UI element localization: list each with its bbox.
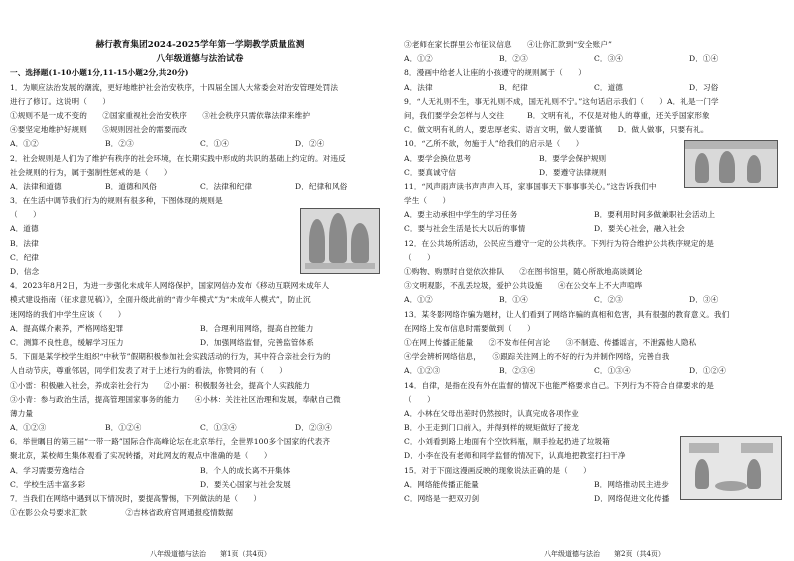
question-line: 6．举世瞩目的第三届“一带一路”国际合作高峰论坛在北京举行，全世界100多个国家的代表齐	[10, 437, 331, 447]
question-line: ①购物、购票时自觉依次排队 ②在图书馆里，随心所欲地高谈阔论	[404, 267, 643, 276]
question-line: ③文明观影，不乱丢垃圾，爱护公共设施 ④在公交车上不大声喧哗	[404, 281, 643, 291]
option: A．①②③	[404, 366, 441, 376]
question-line: 问，我们要学会怎样与人交往 B．文明有礼，不仅是对他人的尊重，还关乎国家形象	[404, 110, 710, 120]
option: D．①②④	[689, 366, 726, 376]
option: D．③④	[689, 295, 719, 305]
option: C．要真诚守信	[404, 167, 457, 177]
options-row	[10, 464, 390, 478]
bus-scene-illustration	[684, 140, 778, 188]
question-line: 在网络上发布信息时需要做到（ ）	[404, 323, 535, 333]
options-row	[404, 166, 674, 180]
option: D．加强网络监督，完善监管体系	[200, 337, 314, 347]
options-row	[404, 364, 784, 378]
option: B．要利用时间多做兼职社会活动上	[594, 210, 716, 220]
option: A．要学会换位思考	[404, 153, 472, 163]
question-line: 薄力量	[10, 408, 34, 418]
question-line: ①规则不是一成不变的 ②国家重视社会治安秩序 ③社会秩序只需依靠法律来维护	[10, 110, 311, 120]
option: C．学校生活丰富多彩	[10, 479, 86, 489]
option: A．法律	[404, 82, 433, 92]
option: A．①②	[404, 295, 433, 305]
question-line: ③小青：参与政治生活，提高管理国家事务的能力 ④小林：关注社区治理和发展，奉献自己微	[10, 394, 341, 404]
option: A．①②	[404, 54, 433, 64]
question-line: 15．对于下面这漫画反映的现象说法正确的是（ ）	[404, 465, 591, 475]
question-line: 进行了修订。这说明（ ）	[10, 96, 111, 106]
option: C．②③	[594, 295, 623, 305]
option: C．③④	[594, 54, 623, 64]
option: A．法律和道德	[10, 181, 62, 191]
options-row	[10, 421, 390, 435]
option: A．道德	[10, 224, 39, 234]
option: A．学习需要劳逸结合	[10, 465, 85, 475]
options-row	[10, 137, 390, 151]
question-line: 3．在生活中调节我们行为的规则有很多种，下图体现的规则是	[10, 196, 223, 206]
option: C．①③④	[594, 366, 631, 376]
option: B．网络推动民主进步	[594, 479, 669, 489]
exam-subtitle: 八年级道德与法治试卷	[156, 54, 244, 65]
question-line: 聚北京，某校师生集体观看了实况转播，对此网友的观点中准确的是（ ）	[10, 451, 272, 461]
options-row	[404, 293, 784, 307]
option: C．测算不良性息，缓解学习压力	[10, 337, 124, 347]
question-line: A．小林在父母出差时仍然按时，认真完成各项作业	[404, 408, 579, 418]
option: B．②③	[105, 139, 134, 149]
elder-care-illustration	[300, 208, 380, 274]
options-row	[404, 222, 784, 236]
option: B．道德和风俗	[105, 181, 157, 191]
options-row	[10, 322, 390, 336]
option: C．要与社会生活是长大以后的事情	[404, 224, 526, 234]
question-line: 人自动节庆，尊重邻居，同学们发表了对于上述行为的看法，你赞同的有（ ）	[10, 366, 287, 376]
question-line: ④要坚定地维护好规则 ⑤规则因社会的需要而改	[10, 125, 187, 135]
question-line: 1．为顺应法治发展的潮流，更好地维护社会治安秩序，十四届全国人大常委会对治安管理处罚法	[10, 82, 339, 92]
option: B．法律	[10, 238, 39, 248]
option: B．合理利用网络，提高自控能力	[200, 323, 314, 333]
network-cartoon-illustration	[680, 436, 782, 500]
question-line: ①在网上传播正能量 ②不发布任何言论 ③不制造、传播谣言，不泄露他人隐私	[404, 337, 697, 347]
option: B．①④	[499, 295, 528, 305]
options-row	[10, 478, 390, 492]
question-line: 10．“乙所不欲，勿施于人”给我们的启示是（ ）	[404, 139, 584, 149]
page-footer-1: 八年级道德与法治 第1页（共4页）	[150, 550, 271, 558]
option: D．信念	[10, 267, 40, 276]
question-line: 7．当我们在网络中遇到以下情况时，要提高警惕，下列做法的是（ ）	[10, 494, 262, 503]
option: B．要学会保护规则	[539, 153, 607, 163]
left-column	[10, 0, 390, 561]
question-line: ①在影公众号要求汇款 ②吉林省政府官网通报疫情数据	[10, 508, 234, 518]
question-line: 迷网络的我们中学生应该（ ）	[10, 309, 126, 319]
section-heading: 一、选择题(1-10小题1分,11-15小题2分,共20分)	[10, 68, 189, 78]
question-line: （ ）	[404, 394, 435, 404]
option: D．要关心国家与社会发展	[200, 479, 291, 489]
option: D．②④	[295, 139, 325, 149]
options-row	[404, 152, 674, 166]
question-line: 模式建设指南（征求意见稿）》，全面升级此前的“青少年模式”为“未成年人模式”，防止沉	[10, 295, 311, 305]
option: A．网络能传播正能量	[404, 479, 479, 489]
options-row	[404, 52, 784, 66]
option: D．①④	[689, 54, 719, 64]
option: B．②③④	[499, 366, 536, 376]
option: B．①②④	[105, 423, 142, 433]
option: D．习俗	[689, 82, 719, 92]
question-line: 5．下面是某学校学生组织“中秋节”假期积极参加社会实践活动的行为，其中符合亲社会行为的	[10, 352, 331, 362]
question-line: 9．“人无礼则不生，事无礼则不成，国无礼则不宁。”这句话启示我们（ ）A．礼是一门学	[404, 96, 719, 106]
exam-title: 赫行教育集团2024-2025学年第一学期教学质量监测	[95, 40, 305, 50]
options-row	[10, 336, 390, 350]
question-line: 13．某冬影网络诈骗为题材，让人们看到了网络诈骗的真相和危害，具有很强的教育意义。我们	[404, 309, 730, 319]
option: A．提高媒介素养，严格网络犯罪	[10, 323, 124, 333]
option: A．①②③	[10, 423, 47, 433]
question-line: 学生（ ）	[404, 196, 451, 206]
options-row	[10, 180, 390, 194]
option: C．①③④	[200, 423, 237, 433]
option: D．网络促进文化传播	[594, 494, 670, 503]
option: D．要遵守法律规则	[539, 167, 607, 177]
question-line: 2．社会规则是人们为了维护有秩序的社会环境，在长期实践中形成的共识的基础上约定的。对违反	[10, 153, 346, 163]
option: B．个人的成长离不开集体	[200, 465, 291, 475]
option: B．纪律	[499, 82, 528, 92]
question-line: 12．在公共场所活动，公民应当遵守一定的公共秩序。下列行为符合维护公共秩序规定的是	[404, 238, 714, 248]
option: C．网络是一把双刃剑	[404, 494, 480, 503]
question-line: B．小王走到门口前入，并得到样的规矩做好了接龙	[404, 423, 579, 433]
question-line: 8．漫画中给老人让座的小孩遵守的规则属于（ ）	[404, 68, 586, 78]
question-line: D．小李在没有老师和同学监督的情况下，认真地把教室打扫干净	[404, 451, 626, 461]
option: A．①②	[10, 139, 39, 149]
question-line: ④学会辨析网络信息， ⑤跟踪关注网上的不好的行为并制作网络，完善自我	[404, 352, 670, 362]
question-line: （ ）	[10, 210, 41, 220]
options-row	[404, 81, 784, 95]
option: C．道德	[594, 82, 623, 92]
page-footer-2: 八年级道德与法治 第2页（共4页）	[544, 550, 665, 558]
question-line: （ ）	[404, 252, 435, 262]
option: D．纪律和风俗	[295, 181, 348, 191]
option: C．法律和纪律	[200, 181, 253, 191]
question-line: C．小刘看到路上地面有个空饮料瓶，顺手捡起扔进了垃圾箱	[404, 437, 610, 447]
question-line: 4．2023年8月2日，为进一步强化未成年人网络保护，国家网信办发布《移动互联网未成年人	[10, 281, 330, 291]
option: A．要主动承担中学生的学习任务	[404, 210, 518, 220]
options-row	[404, 208, 784, 222]
option: D．要关心社会，融入社会	[594, 224, 685, 234]
question-line: C．做文明有礼的人，要忠厚老实、语言文明，做人要谨慎 D．做人做事，只要有礼。	[404, 125, 709, 135]
question-line: ①小雷：积极融入社会，养成亲社会行为 ②小丽：积极服务社会，提高个人实践能力	[10, 380, 311, 390]
question-line: 11．“风声雨声读书声声声入耳，家事国事天下事事事关心。”这告诉我们中	[404, 181, 657, 191]
option: B．②③	[499, 54, 528, 64]
question-line: 社会规则的行为，属于强制性惩戒的是（ ）	[10, 167, 172, 177]
option: D．②③④	[295, 423, 332, 433]
option: C．纪律	[10, 252, 39, 262]
question-line: ③老师在家长群里公布征议信息 ④让你汇款到“安全账户”	[404, 40, 612, 49]
option: C．①④	[200, 139, 229, 149]
question-line: 14．自律，是指在没有外在监督的情况下也能严格要求自己。下列行为不符合自律要求的是	[404, 380, 714, 390]
